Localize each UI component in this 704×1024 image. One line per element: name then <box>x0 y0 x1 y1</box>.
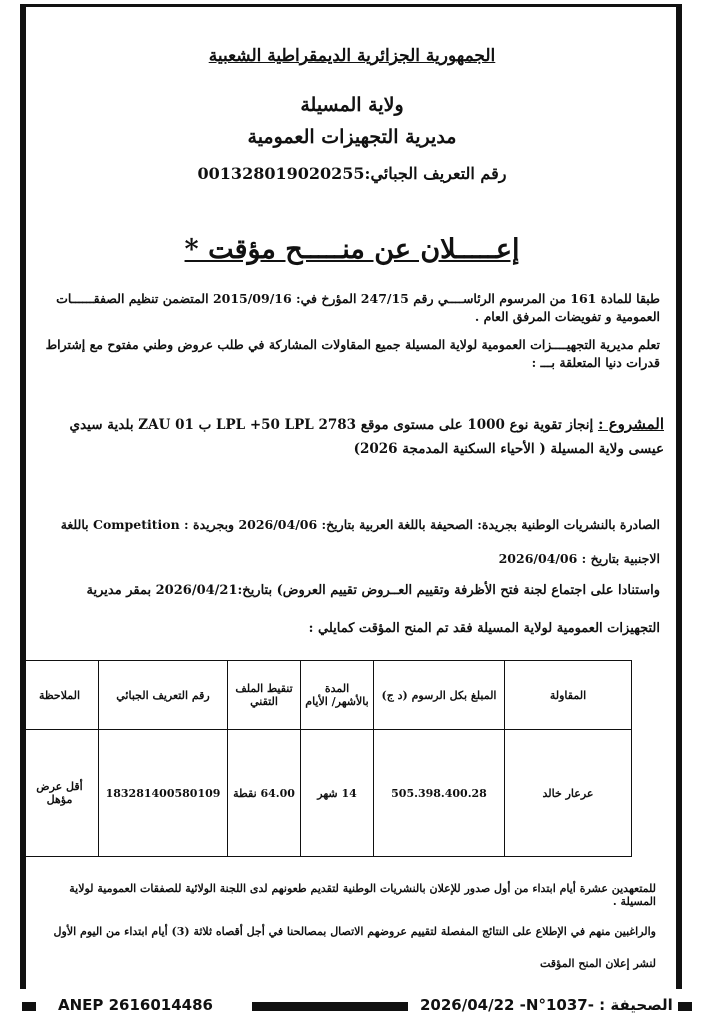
header-tax-id: رقم التعريف الجبائي <box>99 661 228 730</box>
publication-paragraph: الصادرة بالنشريات الوطنية بجريدة: الصحيفة باللغة العربية بتاريخ: 2026/04/06 وبجريدة : Competition باللغة الاجنبية بتاريخ : 2026/04/06 <box>60 517 660 566</box>
project-text: إنجاز تقوية نوع 1000 على مستوى موقع 2783 LPL +50 LPL ب 01 ZAU بلدية سيدي عيسى ولاية المسيلة ( الأحياء السكنية المدمجة 2026) <box>69 417 664 457</box>
legal-basis-paragraph: طبقا للمادة 161 من المرسوم الرئاســــي رقم 247/15 المؤرخ في: 2015/09/16 المتضمن تنظيم الصفقــــــات العمومية و تفويضات المرفق العام . <box>56 291 660 324</box>
header-amount: المبلغ بكل الرسوم (د ج) <box>374 661 505 730</box>
award-table <box>20 660 632 857</box>
cell-amount: 505.398.400.28 <box>374 730 505 857</box>
appeal-note: للمتعهدين عشرة أيام ابتداء من أول صدور للإعلان بالنشريات الوطنية لتقديم طعونهم لدى اللجنة الولائية للصفقات العمومية لولاية المسيلة . <box>69 882 656 908</box>
table-header-row <box>21 661 632 730</box>
footer-rule-left <box>22 1002 36 1011</box>
table-row <box>21 730 632 857</box>
evaluation-paragraph: واستنادا على اجتماع لجنة فتح الأظرفة وتقييم العــروض تقييم العروض) بتاريخ:2026/04/21 بمقر مديرية التجهيزات العمومية لولاية المسيلة فقد تم المنح المؤقت كمايلي : <box>86 583 660 636</box>
footer-rule-middle <box>252 1002 408 1011</box>
newspaper-reference: 2026/04/22 -N°1037- : الصحيفة <box>420 996 673 1014</box>
publication-footer-bar <box>0 992 704 1022</box>
wilaya-name: ولاية المسيلة <box>300 94 404 116</box>
cell-contractor: عرعار خالد <box>505 730 632 857</box>
tax-id: رقم التعريف الجبائي:001328019020255 <box>197 164 507 183</box>
republic-heading: الجمهورية الجزائرية الديمقراطية الشعبية <box>208 46 496 66</box>
header-remark: الملاحظة <box>21 661 99 730</box>
header-duration: المدة بالأشهر/ الأيام <box>301 661 374 730</box>
cell-remark: أقل عرض مؤهل <box>21 730 99 857</box>
header-technical-score: تنقيط الملف التقني <box>228 661 301 730</box>
project-paragraph <box>40 412 664 461</box>
cell-duration: 14 شهر <box>301 730 374 857</box>
header-contractor: المقاولة <box>505 661 632 730</box>
notice-paragraph: تعلم مديرية التجهيــــزات العمومية لولاية المسيلة جميع المقاولات المشاركة في طلب عروض وطني مفتوح مع إشتراط قدرات دنيا المتعلقة بـــ : <box>45 337 660 370</box>
directorate-name: مديرية التجهيزات العمومية <box>247 126 457 148</box>
cell-technical-score: 64.00 نقطة <box>228 730 301 857</box>
consultation-note: والراغبين منهم في الإطلاع على النتائج المفصلة لتقييم عروضهم الاتصال بمصالحنا في أجل أقصاه ثلاثة (3) أيام ابتداء من اليوم الأول لنشر إعلان المنح المؤقت <box>53 925 656 970</box>
anep-reference: ANEP 2616014486 <box>58 996 213 1014</box>
cell-tax-id: 183281400580109 <box>99 730 228 857</box>
footer-rule-right <box>678 1002 692 1011</box>
announcement-title: إعـــــلان عن منـــــح مؤقت * <box>184 234 520 265</box>
project-label: المشروع : <box>597 415 664 433</box>
